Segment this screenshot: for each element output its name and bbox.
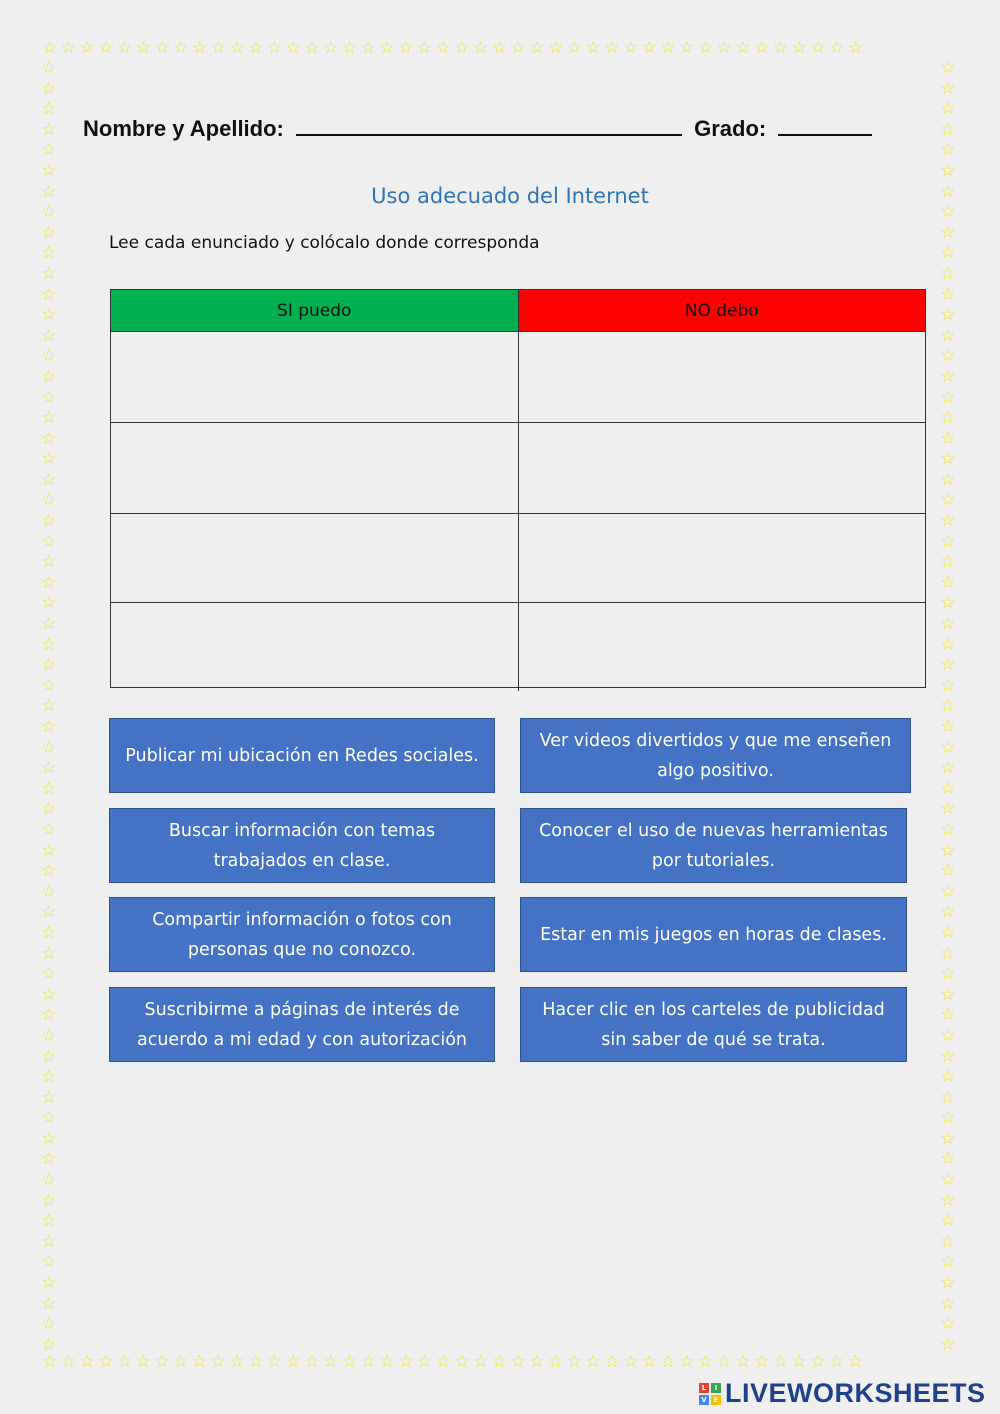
logo-mark-icon: L I V E	[699, 1383, 721, 1405]
star-border-left	[41, 60, 61, 1360]
star-icon: ☆	[41, 1005, 57, 1026]
star-icon: ☆	[41, 1128, 57, 1149]
star-icon: ☆	[41, 861, 57, 882]
statement-card-text: Ver videos divertidos y que me enseñen algo positivo.	[539, 730, 892, 781]
star-icon: ☆	[940, 1293, 956, 1314]
table-row	[111, 603, 925, 691]
star-icon: ☆	[41, 60, 57, 78]
star-icon: ☆	[940, 202, 956, 223]
statement-card-text: Buscar información con temas trabajados en clase.	[168, 820, 436, 871]
star-icon: ☆	[940, 1005, 956, 1026]
star-icon: ☆	[41, 717, 57, 737]
star-icon: ☆	[41, 1314, 57, 1335]
star-icon: ☆	[940, 572, 956, 593]
star-icon: ☆	[940, 1087, 956, 1108]
star-icon: ☆	[41, 696, 57, 717]
star-icon: ☆	[41, 181, 57, 202]
star-icon: ☆	[41, 1046, 57, 1067]
star-icon: ☆	[41, 943, 57, 964]
star-icon: ☆	[41, 1170, 57, 1191]
liveworksheets-logo	[699, 1378, 986, 1409]
star-border-top: ☆☆☆☆☆☆☆☆☆☆☆☆☆☆☆☆☆☆☆☆☆☆☆☆☆☆☆☆☆☆☆☆☆☆☆☆☆☆☆☆☆☆☆☆	[42, 40, 867, 58]
drop-zone-si[interactable]	[111, 603, 519, 691]
drop-zone-no[interactable]	[519, 423, 926, 513]
star-icon: ☆	[940, 799, 956, 820]
star-icon: ☆	[41, 902, 57, 923]
star-icon: ☆	[940, 1314, 956, 1335]
star-icon: ☆	[940, 78, 956, 99]
star-icon: ☆	[940, 1190, 956, 1211]
table-row	[111, 332, 925, 423]
star-icon: ☆	[940, 1108, 956, 1129]
star-icon: ☆	[41, 1252, 57, 1273]
star-icon: ☆	[940, 119, 956, 140]
star-icon: ☆	[41, 1293, 57, 1314]
star-icon: ☆	[940, 469, 956, 490]
star-icon: ☆	[41, 799, 57, 820]
star-icon: ☆	[41, 964, 57, 985]
star-icon: ☆	[41, 1067, 57, 1088]
star-icon: ☆	[940, 366, 956, 387]
table-row	[111, 423, 925, 514]
star-icon: ☆	[41, 1273, 57, 1294]
star-icon: ☆	[940, 1231, 956, 1252]
star-icon: ☆	[41, 1025, 57, 1046]
star-icon: ☆	[41, 675, 57, 696]
star-icon: ☆	[41, 655, 57, 676]
star-icon: ☆	[940, 243, 956, 264]
drop-zone-no[interactable]	[519, 332, 926, 422]
star-icon: ☆	[41, 408, 57, 429]
star-icon: ☆	[41, 511, 57, 532]
star-icon: ☆	[940, 881, 956, 902]
statement-card[interactable]	[520, 718, 911, 793]
star-icon: ☆	[41, 819, 57, 840]
star-icon: ☆	[940, 346, 956, 367]
star-icon: ☆	[41, 572, 57, 593]
star-icon: ☆	[940, 428, 956, 449]
star-icon: ☆	[41, 1108, 57, 1129]
star-icon: ☆	[940, 1334, 956, 1355]
star-icon: ☆	[940, 778, 956, 799]
star-icon: ☆	[940, 593, 956, 614]
star-icon: ☆	[41, 428, 57, 449]
star-icon: ☆	[41, 284, 57, 305]
star-icon: ☆	[940, 984, 956, 1005]
star-icon: ☆	[940, 819, 956, 840]
star-icon: ☆	[41, 881, 57, 902]
star-icon: ☆	[940, 634, 956, 655]
star-icon: ☆	[940, 1170, 956, 1191]
statement-card[interactable]	[109, 987, 495, 1062]
star-icon: ☆	[940, 758, 956, 779]
statement-card-text: Conocer el uso de nuevas herramientas por tutoriales.	[539, 820, 888, 871]
drop-zone-si[interactable]	[111, 514, 519, 602]
star-icon: ☆	[940, 1211, 956, 1232]
star-icon: ☆	[940, 696, 956, 717]
star-icon: ☆	[940, 531, 956, 552]
star-icon: ☆	[41, 469, 57, 490]
star-icon: ☆	[940, 964, 956, 985]
star-icon: ☆	[41, 737, 57, 758]
star-icon: ☆	[940, 1025, 956, 1046]
drop-zone-no[interactable]	[519, 603, 926, 691]
page-title: Uso adecuado del Internet	[371, 184, 649, 208]
star-icon: ☆	[41, 984, 57, 1005]
sorting-table	[110, 289, 926, 688]
star-icon: ☆	[41, 778, 57, 799]
star-icon: ☆	[41, 758, 57, 779]
star-icon: ☆	[41, 119, 57, 140]
student-info-line	[83, 116, 878, 142]
column-header-si-puedo: SI puedo	[111, 290, 519, 331]
star-icon: ☆	[940, 943, 956, 964]
statement-card[interactable]	[520, 808, 907, 883]
star-icon: ☆	[940, 284, 956, 305]
star-icon: ☆	[940, 325, 956, 346]
star-icon: ☆	[41, 305, 57, 326]
star-icon: ☆	[940, 1149, 956, 1170]
star-icon: ☆	[41, 1334, 57, 1355]
star-icon: ☆	[940, 902, 956, 923]
star-icon: ☆	[41, 263, 57, 284]
star-icon: ☆	[940, 408, 956, 429]
logo-text: LIVEWORKSHEETS	[725, 1378, 986, 1408]
star-icon: ☆	[41, 202, 57, 223]
star-icon: ☆	[940, 181, 956, 202]
star-icon: ☆	[940, 655, 956, 676]
star-icon: ☆	[41, 922, 57, 943]
star-icon: ☆	[940, 99, 956, 120]
star-icon: ☆	[41, 387, 57, 408]
star-icon: ☆	[41, 1149, 57, 1170]
drop-zone-si[interactable]	[111, 423, 519, 513]
star-icon: ☆	[41, 243, 57, 264]
star-icon: ☆	[41, 593, 57, 614]
star-icon: ☆	[940, 675, 956, 696]
star-icon: ☆	[940, 1067, 956, 1088]
star-icon: ☆	[940, 511, 956, 532]
table-row	[111, 514, 925, 603]
star-icon: ☆	[940, 1273, 956, 1294]
star-icon: ☆	[940, 387, 956, 408]
column-header-no-debo: NO debo	[519, 290, 926, 331]
star-icon: ☆	[940, 140, 956, 161]
star-icon: ☆	[41, 346, 57, 367]
statement-card[interactable]	[520, 897, 907, 972]
star-icon: ☆	[41, 449, 57, 470]
star-icon: ☆	[940, 1046, 956, 1067]
star-icon: ☆	[41, 78, 57, 99]
star-icon: ☆	[940, 737, 956, 758]
table-header	[111, 290, 925, 332]
star-icon: ☆	[41, 99, 57, 120]
star-icon: ☆	[940, 840, 956, 861]
name-label: Nombre y Apellido:	[83, 116, 284, 141]
star-icon: ☆	[940, 222, 956, 243]
star-icon: ☆	[41, 222, 57, 243]
drop-zone-no[interactable]	[519, 514, 926, 602]
statement-card[interactable]	[109, 808, 495, 883]
star-icon: ☆	[940, 490, 956, 511]
grade-label: Grado:	[694, 116, 767, 141]
star-icon: ☆	[940, 60, 956, 78]
star-icon: ☆	[41, 614, 57, 635]
statement-card-text: Estar en mis juegos en horas de clases.	[540, 924, 887, 945]
star-icon: ☆	[41, 366, 57, 387]
star-icon: ☆	[41, 160, 57, 181]
star-icon: ☆	[41, 552, 57, 573]
star-icon: ☆	[41, 1231, 57, 1252]
star-icon: ☆	[940, 717, 956, 737]
star-border-right	[940, 60, 960, 1360]
statement-card[interactable]	[109, 897, 495, 972]
star-icon: ☆	[940, 305, 956, 326]
star-icon: ☆	[940, 1128, 956, 1149]
statement-card[interactable]	[109, 718, 495, 793]
star-icon: ☆	[940, 552, 956, 573]
drop-zone-si[interactable]	[111, 332, 519, 422]
statement-card-text: Hacer clic en los carteles de publicidad sin saber de qué se trata.	[542, 999, 885, 1050]
star-icon: ☆	[41, 490, 57, 511]
star-icon: ☆	[940, 263, 956, 284]
star-icon: ☆	[41, 634, 57, 655]
star-icon: ☆	[940, 160, 956, 181]
instruction-text: Lee cada enunciado y colócalo donde corresponda	[109, 233, 540, 253]
star-icon: ☆	[41, 1087, 57, 1108]
star-icon: ☆	[41, 325, 57, 346]
star-icon: ☆	[940, 861, 956, 882]
name-blank	[296, 132, 682, 136]
star-icon: ☆	[940, 922, 956, 943]
star-icon: ☆	[940, 614, 956, 635]
star-icon: ☆	[940, 449, 956, 470]
star-icon: ☆	[940, 1252, 956, 1273]
star-icon: ☆	[41, 840, 57, 861]
star-icon: ☆	[41, 140, 57, 161]
statement-card-text: Compartir información o fotos con personas que no conozco.	[152, 909, 452, 960]
statement-card[interactable]	[520, 987, 907, 1062]
statement-card-text: Suscribirme a páginas de interés de acuerdo a mi edad y con autorización	[136, 999, 468, 1050]
statement-card-text: Publicar mi ubicación en Redes sociales.	[125, 745, 479, 766]
star-icon: ☆	[41, 1190, 57, 1211]
grade-blank	[778, 132, 872, 136]
star-icon: ☆	[41, 1211, 57, 1232]
star-icon: ☆	[41, 531, 57, 552]
star-border-bottom: ☆☆☆☆☆☆☆☆☆☆☆☆☆☆☆☆☆☆☆☆☆☆☆☆☆☆☆☆☆☆☆☆☆☆☆☆☆☆☆☆☆☆☆☆	[42, 1354, 867, 1372]
